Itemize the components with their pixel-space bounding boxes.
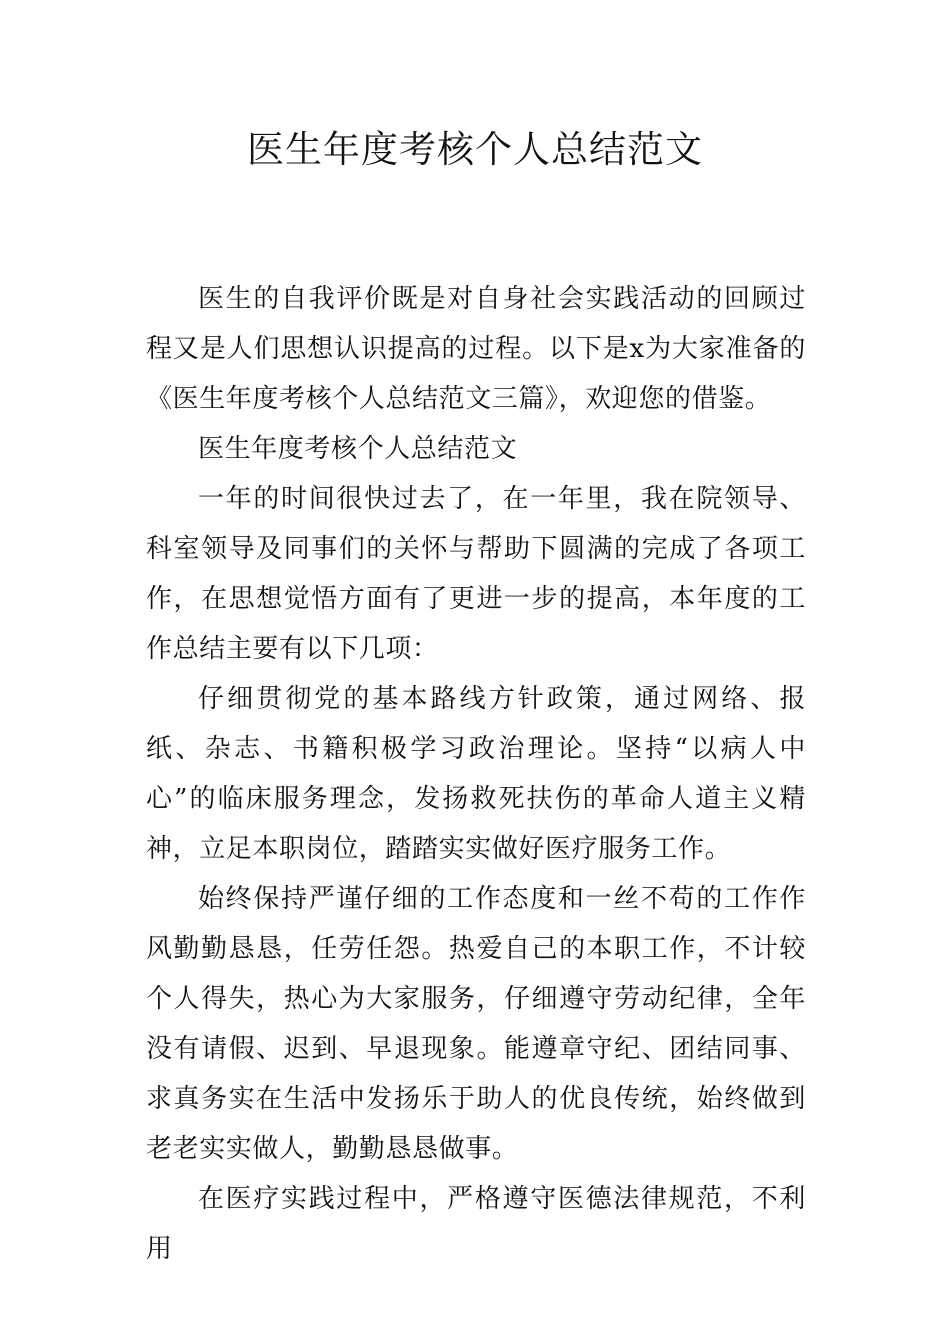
paragraph-politics: 仔细贯彻党的基本路线方针政策，通过网络、报纸、杂志、书籍积极学习政治理论。坚持“以病人中心”的临床服务理念，发扬救死扶伤的革命人道主义精神，立足本职岗位，踏踏实实做好医疗服务工作。 <box>146 684 806 864</box>
paragraph-summary: 一年的时间很快过去了，在一年里，我在院领导、科室领导及同事们的关怀与帮助下圆满的完成了各项工作，在思想觉悟方面有了更进一步的提高，本年度的工作总结主要有以下几项： <box>146 484 806 664</box>
document-title: 医生年度考核个人总结范文 <box>247 128 703 171</box>
paragraph-practice: 在医疗实践过程中，严格遵守医德法律规范，不利用 <box>146 1184 806 1264</box>
paragraph-attitude: 始终保持严谨仔细的工作态度和一丝不苟的工作作风勤勤恳恳，任劳任怨。热爱自己的本职工作，不计较个人得失，热心为大家服务，仔细遵守劳动纪律，全年没有请假、迟到、早退现象。能遵章守纪、团结同事、求真务实在生活中发扬乐于助人的优良传统，始终做到老老实实做人，勤勤恳恳做事。 <box>146 884 806 1164</box>
paragraph-subtitle: 医生年度考核个人总结范文 <box>198 434 518 464</box>
document-body <box>146 274 806 1274</box>
paragraph-intro: 医生的自我评价既是对自身社会实践活动的回顾过程又是人们思想认识提高的过程。以下是x为大家准备的《医生年度考核个人总结范文三篇》，欢迎您的借鉴。 <box>146 284 806 414</box>
